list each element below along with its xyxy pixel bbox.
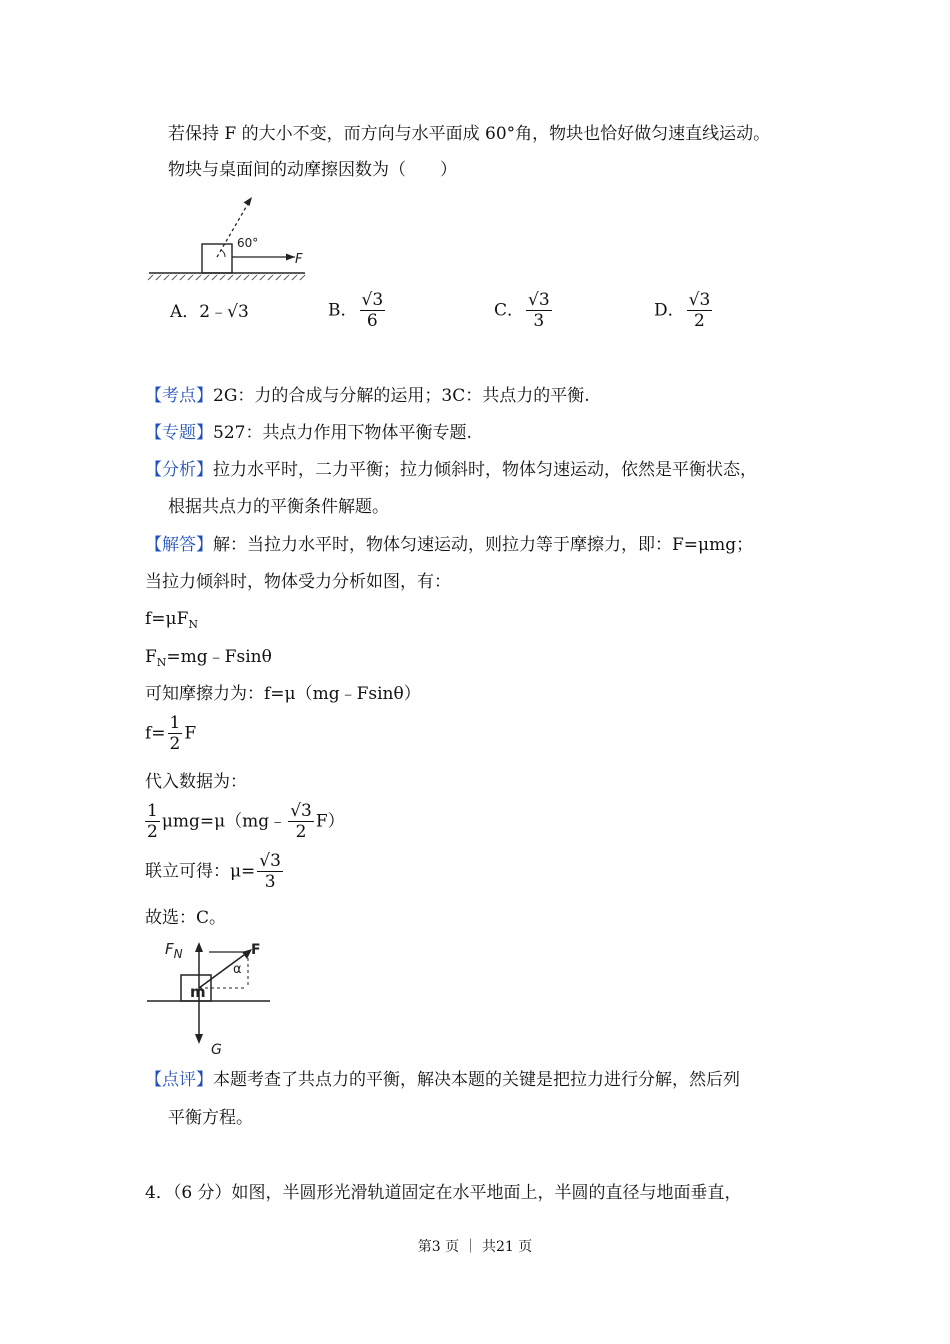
option-c: C． $\frac{√3}{3}$ [494, 290, 550, 331]
option-a: A．2﹣√3 [170, 302, 249, 322]
question-line-1: 若保持 F 的大小不变，而方向与水平面成 60°角，物块也恰好做匀速直线运动。 [168, 124, 771, 144]
equation-1: $f=\mu F_N$ [145, 609, 199, 631]
m-label: m [190, 983, 206, 1001]
alpha-label: α [233, 962, 242, 977]
page-footer: 第3 页 ｜ 共21 页 [417, 1239, 533, 1255]
next-question: 4．（6 分）如图，半圆形光滑轨道固定在水平地面上，半圆的直径与地面垂直， [145, 1183, 742, 1203]
free-body-diagram [145, 938, 280, 1060]
equation-7: 联立可得：μ= $\frac{√3}{3}$ [145, 851, 281, 892]
f-label: F [251, 942, 261, 958]
equation-8: 故选：C。 [145, 908, 227, 928]
fn-label: $F_N$ [165, 940, 183, 961]
angle-label: 60° [237, 236, 259, 250]
jieda: 【解答】解：当拉力水平时，物体匀速运动，则拉力等于摩擦力，即：F=μmg； [145, 535, 754, 555]
option-d: D． $\frac{√3}{2}$ [654, 290, 711, 331]
dianping: 【点评】本题考查了共点力的平衡，解决本题的关键是把拉力进行分解，然后列 [145, 1070, 740, 1090]
block [202, 244, 232, 273]
equation-5: 代入数据为： [145, 772, 247, 792]
fenxi-line-2: 根据共点力的平衡条件解题。 [168, 497, 389, 517]
force-label: F [295, 252, 303, 267]
equation-2: $F_N=mg﹣Fsin\theta$ [145, 647, 272, 669]
dianping-line-2: 平衡方程。 [168, 1108, 253, 1128]
question-line-2: 物块与桌面间的动摩擦因数为（ ） [168, 160, 457, 180]
option-b: B． $\frac{√3}{6}$ [328, 290, 384, 331]
equation-6: $\frac{1}{2}$ μmg=μ（mg﹣ $\frac{√3}{2}$ F） [147, 801, 345, 842]
kaodian: 【考点】2G：力的合成与分解的运用；3C：共点力的平衡. [145, 386, 590, 406]
equation-3: 可知摩擦力为：f=μ（mg﹣Fsinθ） [145, 684, 421, 704]
zhuanti: 【专题】527：共点力作用下物体平衡专题. [145, 423, 472, 443]
g-label: G [211, 1042, 222, 1058]
block-force-figure [145, 190, 315, 282]
equation-4: f= $\frac{1}{2}$ F [145, 713, 197, 754]
jieda-line-2: 当拉力倾斜时，物体受力分析如图，有： [145, 572, 451, 592]
fenxi: 【分析】拉力水平时，二力平衡；拉力倾斜时，物体匀速运动，依然是平衡状态， [145, 460, 757, 480]
